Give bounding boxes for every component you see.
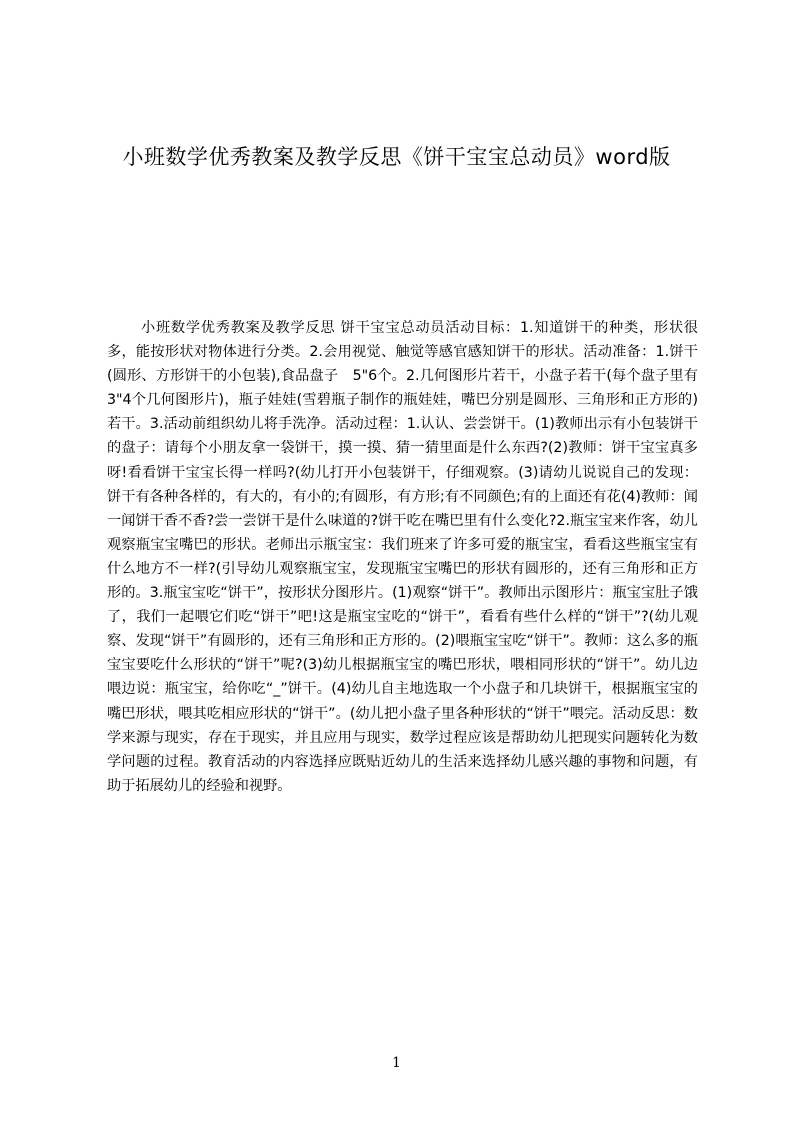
document-title: 小班数学优秀教案及教学反思《饼干宝宝总动员》word版 [122, 145, 671, 169]
document-body-paragraph: 小班数学优秀教案及教学反思 饼干宝宝总动员活动目标：1.知道饼干的种类，形状很多，能按形状对物体进行分类。2.会用视觉、触觉等感官感知饼干的形状。活动准备：1.饼干(圆形、方形饼干的小包装),食品盘子 5"6个。2.几何图形片若干，小盘子若干(每个盘子里有3"4个几何图形片)，瓶子娃娃(雪碧瓶子制作的瓶娃娃，嘴巴分别是圆形、三角形和正方形的)若干。3.活动前组织幼儿将手洗净。活动过程：1.认认、尝尝饼干。(1)教师出示有小包装饼干的盘子：请每个小朋友拿一袋饼干，摸一摸、猜一猜里面是什么东西?(2)教师：饼干宝宝真多呀!看看饼干宝宝长得一样吗?(幼儿打开小包装饼干，仔细观察。(3)请幼儿说说自己的发现：饼干有各种各样的，有大的，有小的;有圆形，有方形;有不同颜色;有的上面还有花(4)教师：闻一闻饼干香不香?尝一尝饼干是什么味道的?饼干吃在嘴巴里有什么变化?2.瓶宝宝来作客，幼儿观察瓶宝宝嘴巴的形状。老师出示瓶宝宝：我们班来了许多可爱的瓶宝宝，看看这些瓶宝宝有什么地方不一样?(引导幼儿观察瓶宝宝，发现瓶宝宝嘴巴的形状有圆形的，还有三角形和正方形的。3.瓶宝宝吃“饼干”，按形状分图形片。(1)观察“饼干”。教师出示图形片：瓶宝宝肚子饿了，我们一起喂它们吃“饼干”吧!这是瓶宝宝吃的“饼干”，看看有些什么样的“饼干”?(幼儿观察、发现“饼干”有圆形的，还有三角形和正方形的。(2)喂瓶宝宝吃“饼干”。教师：这么多的瓶宝宝要吃什么形状的“饼干”呢?(3)幼儿根据瓶宝宝的嘴巴形状，喂相同形状的“饼干”。幼儿边喂边说：瓶宝宝，给你吃“_”饼干。(4)幼儿自主地选取一个小盘子和几块饼干，根据瓶宝宝的嘴巴形状，喂其吃相应形状的“饼干”。(幼儿把小盘子里各种形状的“饼干”喂完。活动反思：数学来源与现实，存在于现实，并且应用与现实，数学过程应该是帮助幼儿把现实问题转化为数学问题的过程。教育活动的内容选择应既贴近幼儿的生活来选择幼儿感兴趣的事物和问题，有助于拓展幼儿的经验和视野。 [107, 320, 698, 794]
page-number: 1 [392, 1055, 401, 1071]
